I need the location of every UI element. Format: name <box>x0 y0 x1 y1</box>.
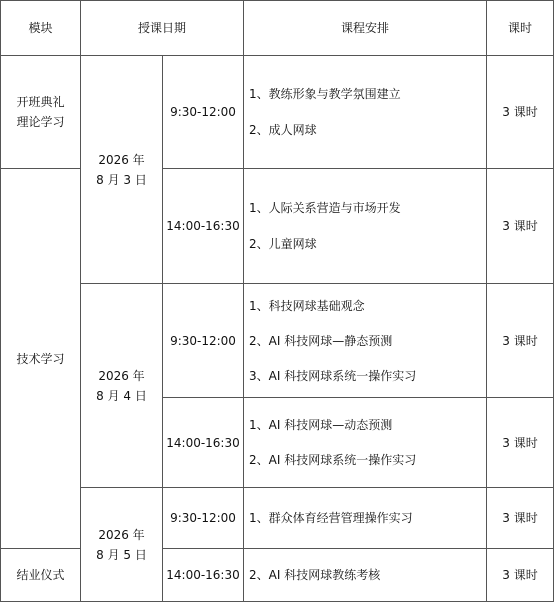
course-item: 2、成人网球 <box>249 123 317 137</box>
module-opening <box>1 56 80 168</box>
session-time: 9:30-12:00 <box>170 333 236 348</box>
course-item: 1、群众体育经营管理操作实习 <box>249 511 413 525</box>
session-hours: 3 课时 <box>502 105 538 119</box>
date-day3-year: 2026 年 <box>98 527 145 542</box>
course-item: 1、AI 科技网球—动态预测 <box>249 418 393 432</box>
date-day1 <box>81 56 162 283</box>
date-day1-day: 8 月 3 日 <box>96 172 147 187</box>
date-day2-year: 2026 年 <box>98 368 145 383</box>
session-courses <box>249 169 485 283</box>
course-item: 2、儿童网球 <box>249 237 317 251</box>
course-item: 2、AI 科技网球系统一操作实习 <box>249 453 417 467</box>
session-hours: 3 课时 <box>502 568 538 582</box>
grid-line <box>0 601 554 602</box>
course-item: 1、科技网球基础观念 <box>249 298 365 313</box>
date-day2 <box>81 284 162 487</box>
session-courses <box>249 56 485 168</box>
header-date: 授课日期 <box>137 21 186 35</box>
session-courses <box>249 284 485 397</box>
header-hours: 课时 <box>507 21 532 35</box>
date-day2-day: 8 月 4 日 <box>96 388 147 403</box>
session-time: 14:00-16:30 <box>166 435 240 450</box>
date-day1-year: 2026 年 <box>98 152 145 167</box>
course-item: 2、AI 科技网球—静态预测 <box>249 333 393 348</box>
module-closing: 结业仪式 <box>16 568 65 582</box>
session-time: 14:00-16:30 <box>166 219 240 233</box>
session-courses <box>249 549 485 601</box>
course-item: 2、AI 科技网球教练考核 <box>249 568 381 582</box>
course-item: 1、教练形象与教学氛围建立 <box>249 87 401 101</box>
session-time: 9:30-12:00 <box>170 511 236 525</box>
course-item: 1、人际关系营造与市场开发 <box>249 201 401 215</box>
session-hours: 3 课时 <box>502 333 538 348</box>
header-module: 模块 <box>28 21 53 35</box>
module-tech: 技术学习 <box>16 351 65 366</box>
module-opening-line1: 开班典礼 <box>16 95 65 109</box>
session-hours: 3 课时 <box>502 219 538 233</box>
session-time: 14:00-16:30 <box>166 568 240 582</box>
grid-line <box>243 0 244 602</box>
session-hours: 3 课时 <box>502 435 538 450</box>
header-courses: 课程安排 <box>340 21 389 35</box>
session-time: 9:30-12:00 <box>170 105 236 119</box>
date-day3-day: 8 月 5 日 <box>96 547 147 562</box>
session-courses <box>249 488 485 548</box>
module-opening-line2: 理论学习 <box>16 115 65 129</box>
date-day3 <box>81 488 162 601</box>
session-courses <box>249 398 485 487</box>
course-item: 3、AI 科技网球系统一操作实习 <box>249 368 417 383</box>
session-hours: 3 课时 <box>502 511 538 525</box>
